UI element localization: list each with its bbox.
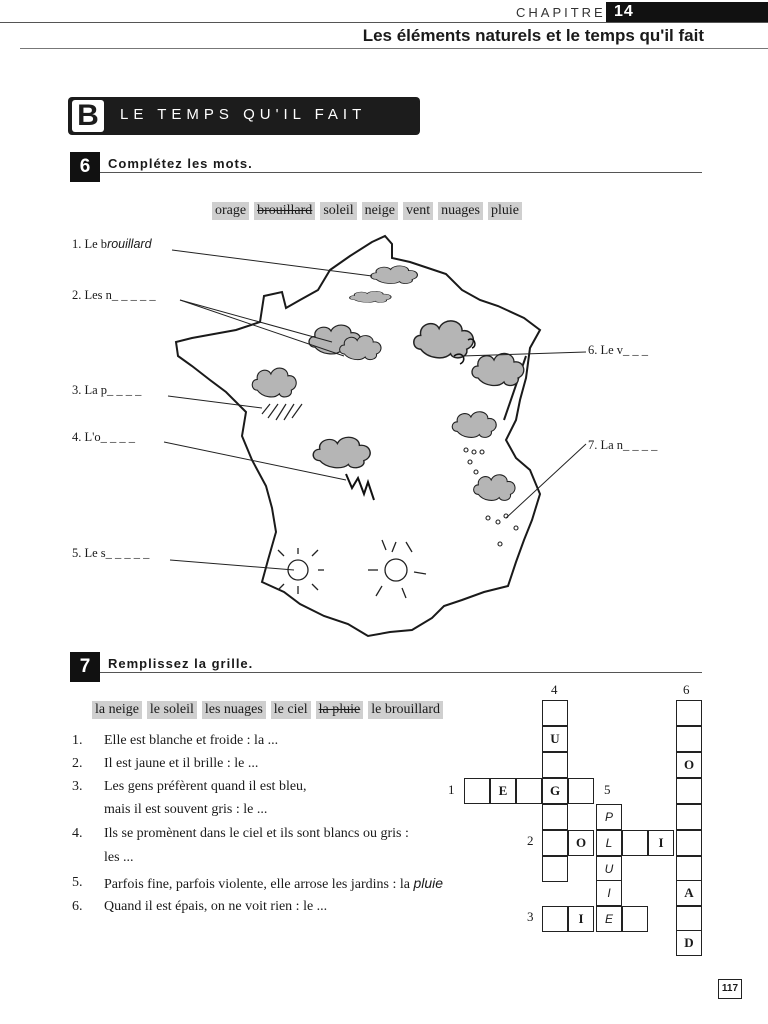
map-label-3: 3. La p_ _ _ _ [72,383,142,397]
word-la-neige: la neige [92,701,142,719]
question-num: 1. [72,733,83,748]
grid-cell[interactable]: E [490,778,516,804]
rain-streaks [262,404,302,420]
map-label-6: 6. Le v_ _ _ [588,343,649,357]
exercise-7-rule [100,672,702,673]
grid-cell[interactable] [568,778,594,804]
question-text: Il est jaune et il brille : le ... [104,756,259,771]
grid-cell[interactable] [676,856,702,882]
grid-number-6: 6 [683,682,690,697]
grid-cell[interactable] [542,906,568,932]
question-num: 3. [72,779,83,794]
grid-cell[interactable] [676,700,702,726]
vent-cloud-1 [414,321,474,358]
fog-cloud-2 [350,291,391,302]
neige-cloud-1 [452,412,496,438]
grid-cell[interactable] [542,856,568,882]
exercise-6-title: Complétez les mots. [108,156,253,171]
question-num: 4. [72,826,83,841]
word-le-brouillard: le brouillard [368,701,443,719]
neige-cloud-2 [474,475,515,501]
question-num: 2. [72,756,83,771]
word-les-nuages: les nuages [202,701,266,719]
map-label-1: 1. Le brouillard [72,237,152,251]
sun-2 [368,540,426,598]
grid-cell[interactable] [676,778,702,804]
section-letter: B [72,100,104,132]
vent-cloud-2 [472,353,524,385]
grid-cell[interactable]: L [596,830,622,856]
word-la-pluie: la pluie [316,701,364,719]
grid-cell[interactable] [676,726,702,752]
grid-number-4: 4 [551,682,558,697]
map-label-7: 7. La n_ _ _ _ [588,438,658,452]
grid-cell[interactable]: U [596,856,622,882]
question-num: 5. [72,875,83,890]
grid-cell[interactable]: I [648,830,674,856]
nuages-cloud-2 [340,336,381,360]
section-title: LE TEMPS QU'IL FAIT [120,106,367,123]
grid-cell[interactable]: O [568,830,594,856]
grid-cell[interactable] [676,906,702,932]
exercise-7-number: 7 [70,652,100,682]
grid-cell[interactable] [622,830,648,856]
grid-cell[interactable] [542,752,568,778]
grid-cell[interactable] [542,700,568,726]
grid-cell[interactable]: G [542,778,568,804]
grid-number-2: 2 [527,833,534,848]
grid-cell[interactable]: E [596,906,622,932]
grid-cell[interactable]: U [542,726,568,752]
grid-cell[interactable] [622,906,648,932]
grid-cell[interactable] [676,804,702,830]
orage-cloud [313,437,370,467]
grid-cell[interactable] [542,830,568,856]
map-label-2: 2. Les n_ _ _ _ _ [72,288,156,302]
word-soleil: soleil [320,202,356,220]
grid-number-1: 1 [448,782,455,797]
lightning-bolt [346,474,374,500]
grid-cell[interactable]: D [676,930,702,956]
grid-cell[interactable]: I [596,880,622,906]
word-bank-7 [92,700,448,719]
grid-number-3: 3 [527,909,534,924]
word-orage: orage [212,202,249,220]
grid-cell[interactable]: P [596,804,622,830]
word-vent: vent [403,202,433,220]
word-brouillard: brouillard [254,202,315,220]
sun-1 [278,548,324,594]
word-neige: neige [362,202,398,220]
grid-cell[interactable]: I [568,906,594,932]
question-text: mais il est souvent gris : le ... [104,802,268,817]
exercise-6-number: 6 [70,152,100,182]
question-text: Ils se promènent dans le ciel et ils sont blancs ou gris : [104,826,409,841]
word-le-ciel: le ciel [271,701,311,719]
exercise-7-title: Remplissez la grille. [108,656,254,671]
grid-cell[interactable]: A [676,880,702,906]
word-le-soleil: le soleil [147,701,197,719]
fog-cloud [371,266,418,284]
question-text: Les gens préfèrent quand il est bleu, [104,779,307,794]
chapter-number: 14 [606,2,768,22]
chapter-label: CHAPITRE [516,5,606,20]
grid-number-5: 5 [604,782,611,797]
map-label-5: 5. Le s_ _ _ _ _ [72,546,150,560]
question-num: 6. [72,899,83,914]
pluie-cloud [252,368,296,397]
grid-cell[interactable]: O [676,752,702,778]
grid-cell[interactable] [542,804,568,830]
page-number: 117 [718,979,742,999]
chapter-subtitle: Les éléments naturels et le temps qu'il fait [362,26,704,45]
word-nuages: nuages [438,202,483,220]
question-text: Quand il est épais, on ne voit rien : le ... [104,899,328,914]
question-text: les ... [104,850,134,865]
question-text: Parfois fine, parfois violente, elle arrose les jardins : la pluie [104,875,444,892]
word-pluie: pluie [488,202,522,220]
grid-cell[interactable] [516,778,542,804]
grid-cell[interactable] [464,778,490,804]
question-text: Elle est blanche et froide : la ... [104,733,279,748]
map-label-4: 4. L'o_ _ _ _ [72,430,136,444]
grid-cell[interactable] [676,830,702,856]
